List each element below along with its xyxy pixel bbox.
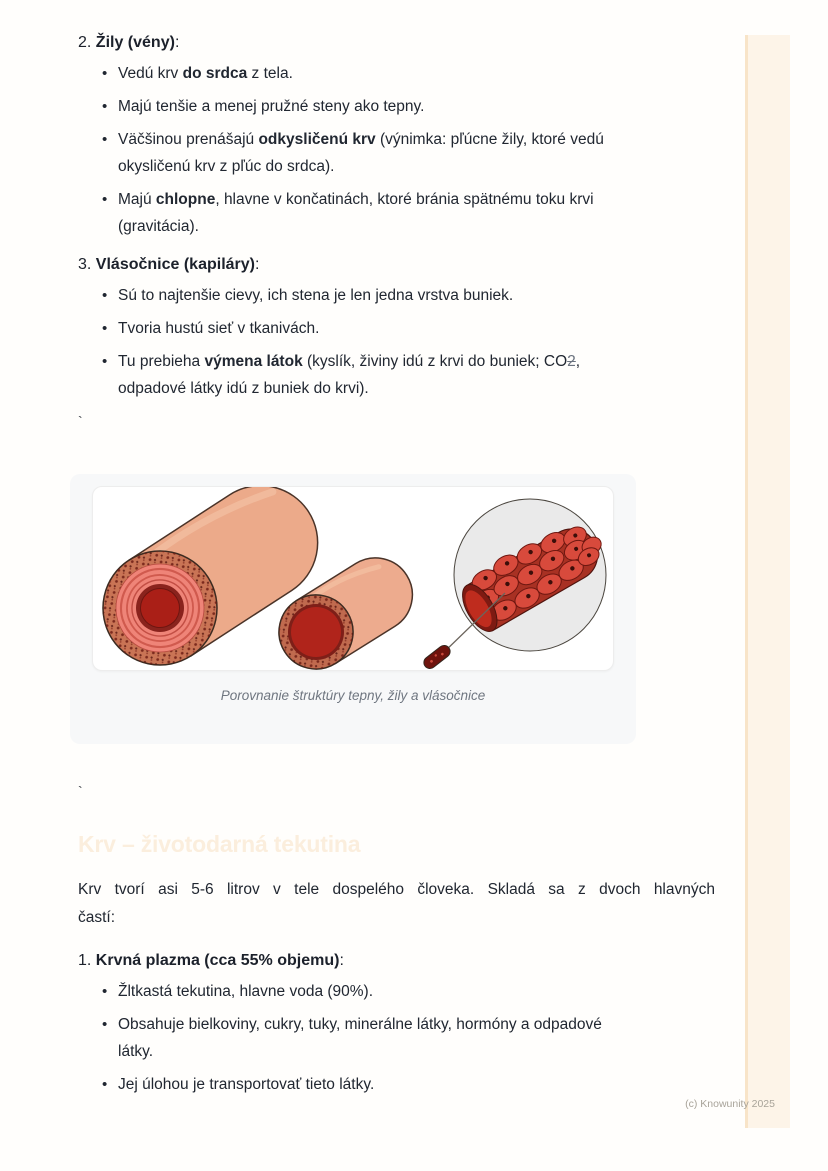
text-line: častí: [78,909,116,926]
section-colon: : [254,256,260,273]
capillary-small [421,643,452,671]
section-veins [78,30,715,246]
section-plasma [78,948,715,1104]
text-segment: okysličenú krv z pľúc do srdca). [118,158,335,175]
text-segment: Tu prebieha [118,353,205,370]
list-item [78,93,715,120]
text-segment: Sú to najtenšie cievy, ich stena je len jedna vrstva buniek. [118,287,514,304]
capillary-illustration [421,499,612,671]
copyright-credit: (c) Knowunity 2025 [685,1098,775,1110]
text-segment: Žltkastá tekutina, hlavne voda (90%). [118,983,374,1000]
text-segment: látky. [118,1043,154,1060]
text-segment: Majú [118,191,156,208]
list-number: 1. [78,952,96,969]
plasma-bullet-list [78,978,715,1098]
list-item [78,60,715,87]
blood-section-heading: Krv – životodarná tekutina [78,831,361,857]
capillaries-bullet-list [78,282,715,402]
text-segment: Vedú krv [118,65,183,82]
text-segment: , hlavne v končatinách, ktoré bránia spätnému toku krvi [215,191,594,208]
text-segment: Jej úlohou je transportovať tieto látky. [118,1076,375,1093]
bold-segment: do srdca [182,65,248,82]
list-item [78,1071,715,1098]
text-segment: (gravitácia). [118,218,199,235]
bold-segment: chlopne [155,191,216,208]
list-item [78,186,715,240]
figure-card [70,474,636,744]
section-colon: : [339,952,344,969]
section-title: Žily (vény) [95,34,175,51]
list-number: 3. [78,256,96,273]
section-capillaries [78,252,715,408]
text-segment: z tela. [247,65,293,82]
stray-backtick: ` [78,783,83,799]
vessels-illustration [93,487,614,671]
text-line [118,348,715,375]
text-line: Krv tvorí asi 5-6 litrov v tele dospelého človeka. Skladá sa z dvoch hlavných [78,881,715,898]
stray-backtick: ` [78,413,83,429]
text-segment: Majú tenšie a menej pružné steny ako tepny. [118,98,425,115]
text-segment: Väčšinou prenášajú [118,131,259,148]
figure-caption: Porovnanie štruktúry tepny, žily a vlásočnice [220,688,486,703]
text-segment: (výnimka: pľúcne žily, ktoré vedú [375,131,604,148]
figure-panel [92,486,614,671]
text-line [118,375,715,402]
text-segment: Tvoria hustú sieť v tkanivách. [118,320,320,337]
veins-bullet-list [78,60,715,240]
text-line [118,1038,715,1065]
list-item [78,282,715,309]
bold-segment: výmena látok [204,353,303,370]
section-title: Krvná plazma (cca 55% objemu) [95,952,340,969]
strikethrough-segment: 2 [567,353,576,370]
list-item [78,978,715,1005]
list-item [78,126,715,180]
page-edge-accent [745,35,790,1128]
blood-intro-paragraph [78,876,715,932]
list-item [78,1011,715,1065]
text-segment: Obsahuje bielkoviny, cukry, tuky, minerálne látky, hormóny a odpadové [118,1016,602,1033]
list-item [78,315,715,342]
text-line [118,186,715,213]
section-title: Vlásočnice (kapiláry) [95,256,255,273]
section-plasma-header [78,948,715,974]
section-capillaries-header [78,252,715,278]
text-segment: (kyslík, živiny idú z krvi do buniek; CO [302,353,568,370]
section-veins-header [78,30,715,56]
text-line [118,1011,715,1038]
text-line [118,213,715,240]
list-item [78,348,715,402]
text-line [118,126,715,153]
text-segment: , [575,353,581,370]
text-line [118,153,715,180]
bold-segment: odkysličenú krv [258,131,376,148]
list-number: 2. [78,34,96,51]
text-segment: odpadové látky idú z buniek do krvi). [118,380,369,397]
section-colon: : [174,34,180,51]
